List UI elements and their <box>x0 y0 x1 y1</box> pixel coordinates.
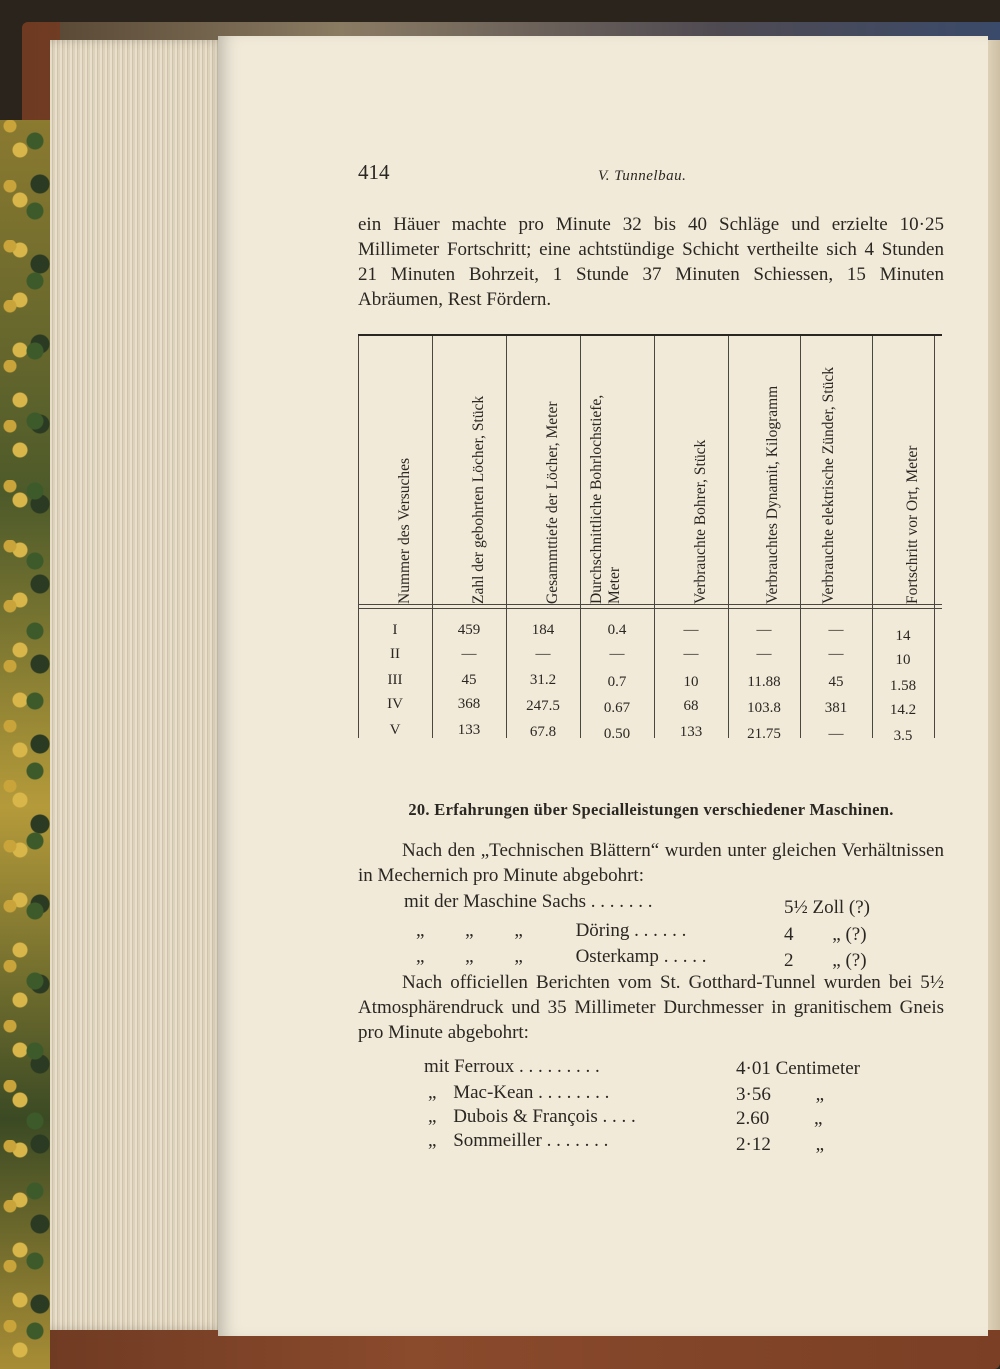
table-cell: 368 <box>457 696 481 712</box>
table-cell: 0.4 <box>607 622 627 638</box>
table-cell: 0.67 <box>603 700 631 716</box>
header-loecher: Zahl der gebohrten Löcher, Stück <box>470 395 487 604</box>
table-cell: 103.8 <box>747 700 781 716</box>
table-cell: 1.58 <box>889 678 917 694</box>
table-cell: — <box>461 646 477 662</box>
list-item: „ Mac-Kean . . . . . . . . <box>428 1082 610 1103</box>
list-item: mit der Maschine Sachs . . . . . . . <box>404 891 653 912</box>
paragraph-2: Nach den „Technischen Blättern“ wurden unter gleichen Verhältnissen in Mechernich pro Minute abgebohrt: <box>358 840 944 886</box>
list-item: mit Ferroux . . . . . . . . . <box>424 1056 600 1077</box>
table-cell: 0.7 <box>607 674 627 690</box>
header-rule <box>358 604 942 605</box>
table-cell: IV <box>387 696 403 712</box>
table-cell: 10 <box>895 652 911 668</box>
table-cell: 45 <box>828 674 844 690</box>
list-item: „ Sommeiller . . . . . . . <box>428 1130 609 1151</box>
header-versuch: Nummer des Versuches <box>396 457 413 604</box>
table-cell: — <box>683 622 699 638</box>
data-table <box>358 336 942 744</box>
table-cell: 31.2 <box>529 672 557 688</box>
header-gesammttiefe: Gesammttiefe der Löcher, Meter <box>544 401 561 604</box>
table-cell: 68 <box>683 698 699 714</box>
list-value: 4·01 Centimeter <box>736 1058 860 1079</box>
table-cell: — <box>828 646 844 662</box>
paragraph-3: Nach officiellen Berichten vom St. Gotthard-Tunnel wurden bei 5½ Atmosphärendruck und 35 Millimeter Durchmesser in granitischem Gneis pro Minute abgebohrt: <box>358 972 944 1043</box>
list-value: 3·56 „ <box>736 1084 825 1105</box>
table-cell: 67.8 <box>529 724 557 740</box>
table-cell: — <box>535 646 551 662</box>
list-item: „ „ „ Osterkamp . . . . . <box>416 946 707 967</box>
table-cell: II <box>390 646 400 662</box>
table-cell: III <box>387 672 403 688</box>
table-cell: 133 <box>679 724 703 740</box>
list-item: „ „ „ Döring . . . . . . <box>416 920 687 941</box>
table-cell: — <box>756 646 772 662</box>
table-cell: 184 <box>531 622 555 638</box>
table-cell: 247.5 <box>526 698 560 714</box>
table-cell: V <box>389 722 401 738</box>
table-cell: — <box>683 646 699 662</box>
list-value: 5½ Zoll (?) <box>784 897 871 918</box>
table-cell: — <box>756 622 772 638</box>
list-value: 2·12 „ <box>736 1134 825 1155</box>
header-bohrlochstiefe: Durchschnittliche Bohrlochstiefe, Meter <box>588 394 623 604</box>
header-rule <box>358 608 942 609</box>
marbled-edge <box>0 120 50 1369</box>
running-head: V. Tunnelbau. <box>598 168 687 184</box>
list-value: 2 „ (?) <box>784 950 867 971</box>
header-zuender: Verbrauchte elektrische Zünder, Stück <box>820 367 837 604</box>
page-number: 414 <box>358 160 390 184</box>
header-dynamit: Verbrauchtes Dynamit, Kilogramm <box>764 385 781 604</box>
page-edges <box>50 40 225 1330</box>
header-bohrer: Verbrauchte Bohrer, Stück <box>692 439 709 604</box>
table-cell: — <box>609 646 625 662</box>
table-cell: — <box>828 726 844 742</box>
table-cell: 11.88 <box>747 674 781 690</box>
list-value: 4 „ (?) <box>784 924 867 945</box>
table-cell: 381 <box>824 700 848 716</box>
list-item: „ Dubois & François . . . . <box>428 1106 636 1127</box>
header-fortschritt: Fortschritt vor Ort, Meter <box>904 445 921 604</box>
table-cell: 21.75 <box>747 726 781 742</box>
table-cell: — <box>828 622 844 638</box>
table-cell: 10 <box>683 674 699 690</box>
table-cell: 459 <box>457 622 481 638</box>
table-cell: 45 <box>461 672 477 688</box>
table-cell: 133 <box>457 722 481 738</box>
paragraph-1: ein Häuer machte pro Minute 32 bis 40 Schläge und erzielte 10·25 Millimeter Fortschritt; eine achtstündige Schicht vertheilte sich 4 Stunden 21 Minuten Bohrzeit, 1 Stunde 37 Minuten Schiessen, 15 Minuten Abräumen, Rest Fördern. <box>358 214 944 310</box>
table-cell: I <box>392 622 398 638</box>
list-value: 2.60 „ <box>736 1108 823 1129</box>
table-cell: 14.2 <box>889 702 917 718</box>
table-cell: 14 <box>895 628 911 644</box>
table-cell: 0.50 <box>603 726 631 742</box>
section-title: 20. Erfahrungen über Specialleistungen verschiedener Maschinen. <box>408 800 894 819</box>
table-cell: 3.5 <box>893 728 913 744</box>
table-vline <box>934 336 935 738</box>
